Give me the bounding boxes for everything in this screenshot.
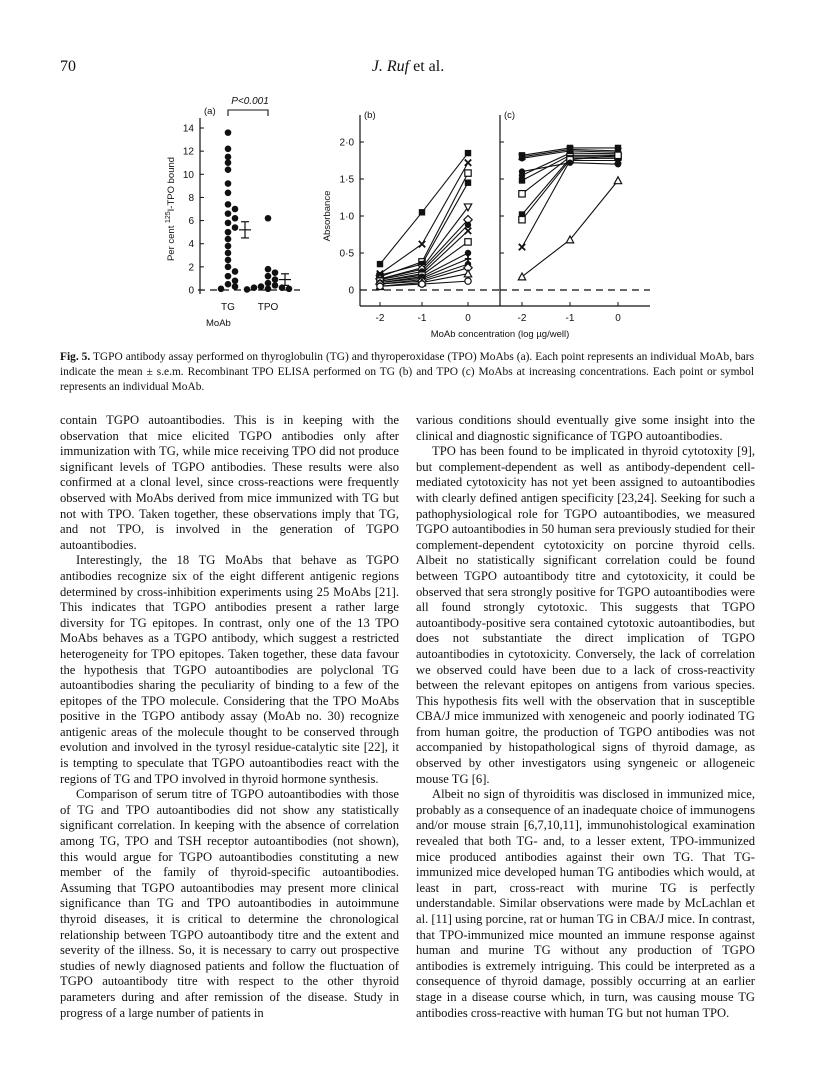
panel-a-point-tpo	[258, 283, 265, 290]
running-head-etal: et al.	[409, 58, 445, 75]
panel-a-point-tg	[225, 273, 232, 280]
panel-b-y-tick-label: 2·0	[339, 137, 354, 149]
panel-a-y-label-part: I-TPO bound	[166, 156, 177, 212]
figure-5	[160, 90, 680, 345]
panel-a-point-tpo	[272, 269, 279, 276]
panel-b-point-shape	[464, 270, 471, 277]
panel-a-point-tg	[232, 224, 239, 231]
panel-a-y-label-superscript: 125	[165, 211, 172, 224]
panel-c-point-shape	[615, 161, 621, 167]
panel-b-point	[465, 170, 471, 176]
panel-a-point-tg	[232, 215, 239, 222]
panel-b-point	[377, 283, 383, 289]
panel-a-point-tg	[232, 268, 239, 275]
panel-c-point	[567, 160, 573, 166]
panel-b-point-shape	[465, 222, 471, 228]
figure-caption-label: Fig. 5.	[60, 351, 91, 363]
panel-a-point-tg	[225, 264, 232, 271]
panel-a-p-value: P<0.001	[231, 96, 269, 107]
panel-b-y-tick-label: 1·5	[339, 174, 354, 186]
panel-b-x-tick-label: -2	[375, 313, 385, 324]
panel-c-x-tick-label: -2	[517, 313, 527, 324]
panel-b-y-tick-label: 1·0	[339, 211, 354, 223]
panel-a-x-tick-label: TPO	[257, 302, 279, 313]
panel-a-point-tg	[232, 283, 239, 290]
panel-c-point	[615, 152, 621, 158]
panel-a-point-tpo	[265, 273, 272, 280]
paragraph: various conditions should eventually give some insight into the clinical and diagnostic significance of TGPO autoantibodies.	[416, 413, 755, 443]
paragraph: Comparison of serum titre of TGPO autoantibodies with those of TG and TPO autoantibodies did not show any statistically significant correlation. In keeping with the absence of correlation among TG, TPO and TSH receptor autoantibodies (not shown), this would argue for TGPO autoantibodies constituting a new member of the family of thyroid-specific autoantibodies. Assuming that TGPO autoantibodies may present more clinical significance than TG and TPO autoantibodies in autoimmune thyroid diseases, it is critical to determine the chronological relationship between TGPO autoantibody titre and the extent and severity of the illness. So, it is necessary to carry out prospective studies of newly diagnosed patients and follow the fluctuation of TGPO autoantibody titre with respect to the other thyroid parameters during and after remission of the disease. Study in progress of a large number of patients in	[60, 787, 399, 1020]
panel-a-point-tg	[225, 190, 232, 197]
panels-bc-x-label: MoAb concentration (log µg/well)	[430, 329, 570, 340]
panel-c-point	[519, 244, 525, 250]
panel-b-x-tick-label: -1	[417, 313, 427, 324]
panel-b-point-shape	[465, 170, 471, 176]
panel-b-point	[465, 222, 471, 228]
panel-c-point	[519, 177, 525, 183]
panel-a-point-tg	[225, 229, 232, 236]
panel-b-point	[465, 250, 471, 256]
panel-a-point-tpo	[251, 284, 258, 291]
panel-a-y-tick-label: 14	[182, 123, 194, 135]
body-column-right	[416, 413, 755, 1021]
panel-b-point	[465, 278, 471, 284]
panel-b-point-shape	[419, 209, 425, 215]
panel-b-point-shape	[465, 250, 471, 256]
panel-b-y-tick-label: 0	[348, 285, 354, 297]
panel-b-point	[465, 160, 471, 166]
panel-b-point-shape	[419, 281, 425, 287]
panel-b-point	[465, 239, 471, 245]
panel-b-point	[465, 228, 471, 234]
panel-b-point-shape	[465, 278, 471, 284]
panel-a-point-tg	[225, 180, 232, 187]
panel-a-label: (a)	[204, 106, 216, 117]
panel-a-point-tpo	[265, 280, 272, 287]
panel-c-point-shape	[519, 155, 525, 161]
panel-c-point-shape	[519, 168, 525, 174]
panel-b-x-tick-label: 0	[465, 313, 471, 324]
panel-a-point-tg	[225, 250, 232, 257]
panel-b-point-shape	[465, 180, 471, 186]
paragraph: contain TGPO autoantibodies. This is in keeping with the observation that mice elicited TGPO antibodies only after immunization with TG, while mice receiving TPO did not produce significant levels of TGPO antibodies. These results were also confirmed at a clonal level, since cross-reactions were frequently observed with MoAbs derived from mice immunized with TG but not with TPO. Taken together, these observations imply that TG, and not TPO, is involved in the generation of TGPO autoantibodies.	[60, 413, 399, 552]
panel-c-point-shape	[519, 177, 525, 183]
panel-a-point-tg	[225, 210, 232, 217]
panel-b-point-shape	[465, 239, 471, 245]
panel-a-point-tpo	[272, 282, 279, 289]
panel-a-point-tpo	[265, 215, 272, 222]
panel-b-point	[419, 281, 425, 287]
panel-b-point	[464, 270, 471, 277]
panel-a-y-tick-label: 6	[188, 216, 194, 228]
panel-c-label: (c)	[504, 110, 516, 121]
panel-c-x-tick-label: -1	[565, 313, 575, 324]
panel-a-y-tick-label: 8	[188, 192, 194, 204]
panel-a-point-tg	[225, 129, 232, 136]
panel-c-point-shape	[519, 217, 525, 223]
panel-c-point	[519, 155, 525, 161]
paragraph: Albeit no sign of thyroiditis was disclosed in immunized mice, probably as a consequence of an inadequate choice of immunogens and/or mouse strain [6,7,10,11], immunohistological examination revealed that both TG- and, to a lesser extent, TPO-immunized mice produced antibodies against their own TG. That TG-immunized mice developed human TG antibodies which would, at least in part, cross-react with murine TG is perfectly understandable. Similar observations were made by McLachlan et al. [11] using porcine, rat or human TG in CBA/J mice. In contrast, that TPO-immunized mice mounted an immune response against human and murine TG without any production of TGPO antibodies is extremely intriguing. This could be interpreted as a consequence of thyroid damage, possibly occurring at an earlier stage in a disease course which, in turn, was causing mouse TG antibodies cross-reactive with human TG but not human TPO.	[416, 787, 755, 1020]
panel-c-series-line	[522, 180, 618, 276]
panel-c-point	[614, 177, 621, 184]
panel-b-point	[377, 261, 383, 267]
panel-a-x-tick-label: TG	[221, 302, 235, 313]
panel-c-point-shape	[615, 152, 621, 158]
panel-b-label: (b)	[364, 110, 376, 121]
panel-c-x-tick-label: 0	[615, 313, 621, 324]
panel-c-point	[519, 191, 525, 197]
panel-a-point-tg	[218, 286, 225, 293]
panel-a-point-tg	[225, 281, 232, 288]
panel-c-point	[519, 168, 525, 174]
panel-c-point-shape	[567, 160, 573, 166]
panel-a-y-tick-label: 12	[182, 146, 194, 158]
panel-a-point-tg	[225, 201, 232, 208]
panel-c-point	[519, 217, 525, 223]
panel-b-series-line	[380, 153, 468, 264]
panel-c-point-shape	[614, 177, 621, 184]
panel-b-point-shape	[465, 150, 471, 156]
panel-b-point-shape	[377, 261, 383, 267]
panel-a-point-tg	[225, 146, 232, 153]
panel-a-y-tick-label: 2	[188, 262, 194, 274]
panel-b-point	[419, 209, 425, 215]
panel-c-point	[615, 161, 621, 167]
panel-a-y-tick-label: 0	[188, 285, 194, 297]
panel-b-point-shape	[377, 283, 383, 289]
panel-a-y-tick-label: 10	[182, 169, 194, 181]
panel-a-point-tg	[225, 159, 232, 166]
panel-a-y-tick-label: 4	[188, 239, 194, 251]
panel-a-point-tg	[225, 166, 232, 173]
panel-a-point-tg	[225, 257, 232, 264]
panel-a-significance-bracket	[228, 110, 268, 116]
paragraph: TPO has been found to be implicated in thyroid cytotoxity [9], but complement-dependent as well as antibody-dependent cell-mediated cytotoxicity has not yet been assigned to autoantibodies with clearly defined antigen specificity [23,24]. Seeking for such a pathophysiological role for TGPO autoantibodies, we measured TGPO autoantibodies in 50 human sera previously studied for their complement-dependent cytotoxicity on porcine thyroid cells. Albeit no statistically significant correlation could be found between TGPO autoantibody titre and cytotoxicity, it could be observed that sera strongly positive for TGPO autoantibodies were all found strongly cytotoxic. This suggests that TGPO autoantibody-positive sera contained cytotoxic autoantibodies, but does not substantiate the direct implication of TGPO autoantibodies in cytotoxicity. Conversely, the lack of correlation we observed could have been due to a lack of cross-reactivity between the relevant epitopes on antigens from various species. This hypothesis fits well with the observation that in susceptible CBA/J mice immunized with xenogeneic and poorly iodinated TG from human goitre, the production of TGPO antibodies was not accompanied by histopathological signs of thyroid damage, as observed by other investigators using syngeneic or allogeneic mouse TG [6].	[416, 444, 755, 786]
body-column-left	[60, 413, 399, 1021]
panel-c-series-line	[522, 158, 618, 214]
panel-b-point	[465, 150, 471, 156]
panel-a-point-tpo	[244, 286, 251, 293]
panel-a-point-tpo	[265, 286, 272, 293]
running-head	[0, 58, 816, 76]
panel-b-y-label: Absorbance	[322, 190, 333, 242]
panel-a-point-tpo	[286, 286, 293, 293]
panel-b-point	[465, 180, 471, 186]
panel-a-point-tg	[225, 236, 232, 243]
panel-c-point-shape	[519, 191, 525, 197]
panel-a-point-tg	[225, 154, 232, 161]
figure-caption-text: TGPO antibody assay performed on thyroglobulin (TG) and thyroperoxidase (TPO) MoAbs (a). Each point represents an individual MoAb, bars indicate the mean ± s.e.m. Recombinant TPO ELISA performed on TG (b) and TPO (c) MoAbs at increasing concentrations. Each point or symbol represents an individual MoAb.	[60, 351, 754, 393]
panel-a-y-label-part: Per cent	[166, 223, 177, 262]
panel-a-point-tpo	[265, 266, 272, 273]
paragraph: Interestingly, the 18 TG MoAbs that behave as TGPO antibodies recognize six of the eight different antigenic regions determined by cross-inhibition experiments using 25 MoAbs [21]. This indicates that TGPO antibodies present a rather large diversity for TG epitopes. In contrast, only one of the 13 TPO MoAbs behaves as a TGPO antibody, which suggest a restricted heterogeneity for TPO epitopes. Taken together, these data favour the hypothesis that TGPO autoantibodies are polyclonal TG autoantibodies sharing the peculiarity of binding to a few of the epitopes of the TPO molecule. Considering that the TPO MoAbs positive in the TGPO antibody assay (MoAb no. 30) recognize antigenic areas of the molecule thought to be conserved through evolution and involved in the tyrosyl residue-catalytic site [22], it is tempting to speculate that TGPO autoantibodies react with the regions of TG and TPO involved in thyroid hormone synthesis.	[60, 553, 399, 786]
panel-a-point-tg	[232, 277, 239, 284]
panel-a-point-tg	[225, 243, 232, 250]
figure-caption	[60, 350, 754, 395]
panel-b-y-tick-label: 0·5	[339, 248, 354, 260]
panel-b-point	[419, 241, 425, 247]
running-head-author: J. Ruf	[371, 58, 410, 75]
panel-a-point-tg	[232, 206, 239, 213]
panel-a-point-tpo	[272, 276, 279, 283]
panel-a-x-label: MoAb	[206, 318, 231, 329]
page-number: 70	[60, 58, 76, 75]
panel-a-point-tg	[225, 220, 232, 227]
panel-a-y-label	[165, 157, 177, 261]
